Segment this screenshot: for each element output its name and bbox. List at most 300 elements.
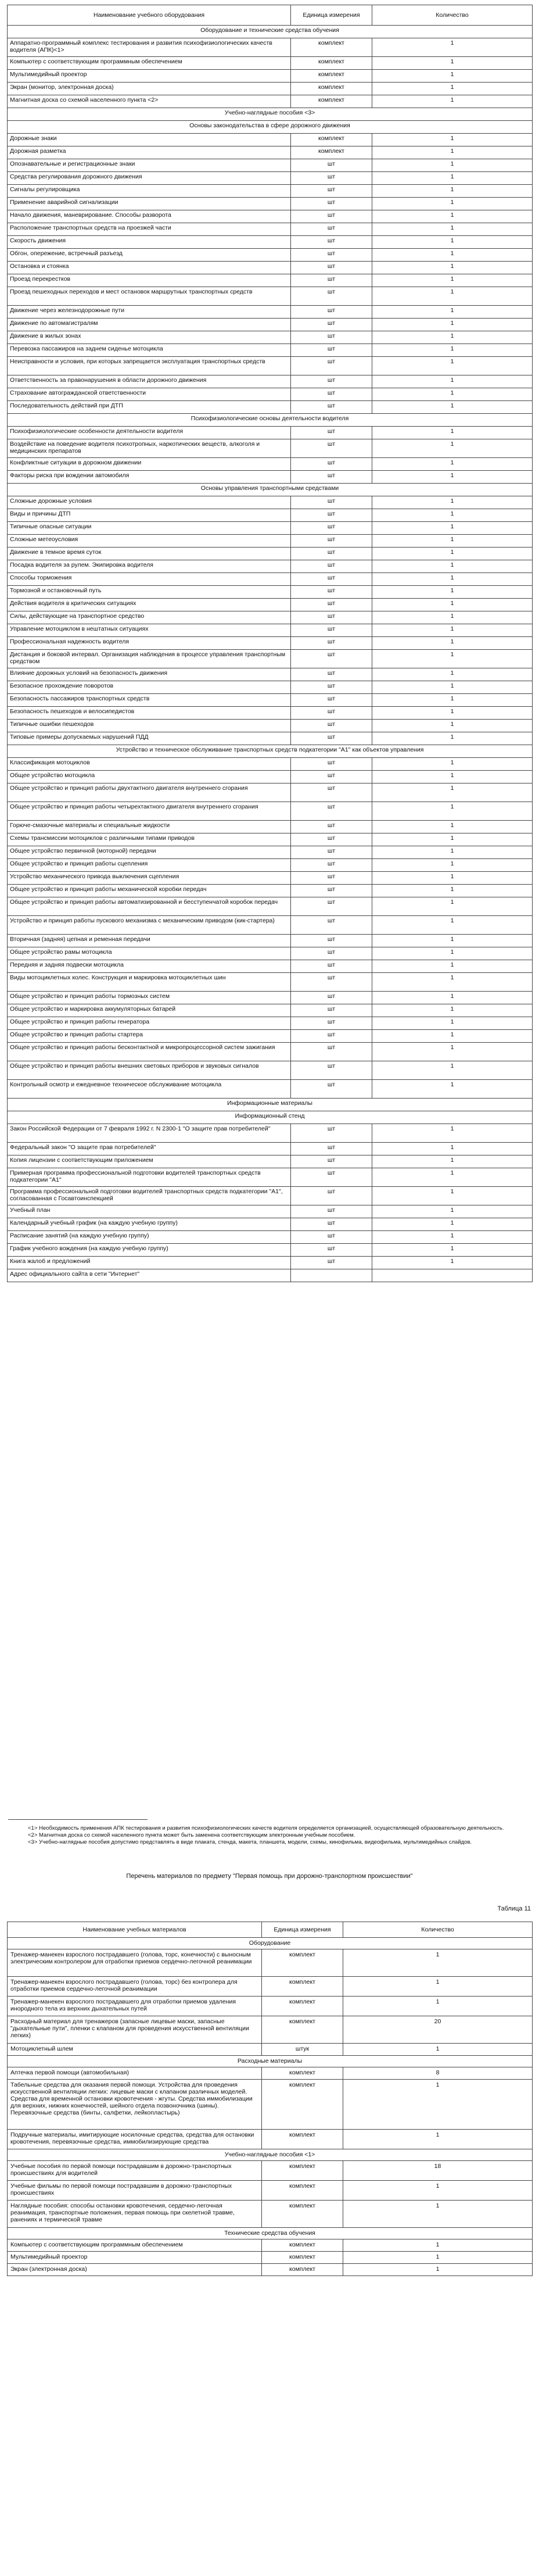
table-row [8,694,533,707]
table-row [8,159,533,172]
cell-unit: шт [291,720,372,732]
cell-name: Мультимедийный проектор [8,2252,262,2264]
cell-name: Обгон, опережение, встречный разъезд [8,249,291,262]
cell-qty: 1 [372,599,533,611]
section-row [8,745,533,758]
cell-unit: шт [291,1043,372,1061]
cell-qty: 1 [372,388,533,401]
table-row [8,70,533,83]
cell-qty: 1 [372,872,533,885]
cell-unit: шт [291,872,372,885]
cell-unit: шт [291,916,372,935]
table-row [8,439,533,458]
cell-qty: 1 [343,2181,533,2201]
cell-unit: шт [291,821,372,833]
section-title: Основы управления транспортными средствами [8,484,533,496]
cell-qty: 1 [372,947,533,960]
table-row [8,249,533,262]
table-row [8,287,533,306]
cell-qty: 1 [372,159,533,172]
cell-unit: шт [291,885,372,897]
table-row [8,2161,533,2181]
cell-unit: шт [291,375,372,388]
cell-name: Виды и причины ДТП [8,509,291,522]
table-row [8,172,533,185]
cell-name: Адрес официального сайта в сети "Интернет" [8,1269,291,1282]
table-row [8,1168,533,1187]
cell-qty: 1 [372,1143,533,1155]
section-row [8,108,533,121]
cell-unit: комплект [262,2130,343,2149]
cell-qty: 1 [343,1949,533,1977]
cell-unit: шт [291,771,372,783]
table-row [8,960,533,973]
cell-unit: шт [291,331,372,344]
cell-unit: шт [291,1231,372,1244]
cell-unit: шт [291,1168,372,1187]
cell-name: Начало движения, маневрирование. Способы разворота [8,210,291,223]
table-row [8,375,533,388]
table-row [8,1017,533,1030]
table-row [8,1997,533,2016]
cell-qty: 1 [372,916,533,935]
cell-unit: штук [262,2044,343,2056]
cell-name: Классификация мотоциклов [8,758,291,771]
table-row [8,2201,533,2228]
cell-name: Экран (монитор, электронная доска) [8,83,291,95]
cell-name: Схемы трансмиссии мотоциклов с различными типами приводов [8,833,291,846]
cell-qty: 1 [372,1187,533,1205]
table-row [8,1949,533,1977]
cell-qty: 1 [372,573,533,586]
cell-qty: 1 [372,624,533,637]
cell-unit: шт [291,535,372,548]
cell-name: Мотоциклетный шлем [8,2044,262,2056]
cell-qty: 1 [372,471,533,484]
table-row [8,2016,533,2044]
cell-qty: 1 [372,1124,533,1143]
section-row [8,1938,533,1949]
table-row [8,2252,533,2264]
cell-unit: шт [291,1030,372,1043]
cell-name: Дистанция и боковой интервал. Организация наблюдения в процессе управления транспортным средством [8,650,291,668]
cell-name: Дорожные знаки [8,134,291,146]
section-title: Информационный стенд [8,1111,533,1124]
cell-unit: шт [291,637,372,650]
cell-qty: 1 [372,401,533,414]
cell-unit: комплект [262,2161,343,2181]
cell-qty: 1 [372,1257,533,1269]
table-row [8,650,533,668]
cell-name: Учебные пособия по первой помощи пострадавшим в дорожно-транспортных происшествиях для водителей [8,2161,262,2181]
table-row [8,185,533,198]
cell-unit: комплект [262,2252,343,2264]
cell-unit: шт [291,586,372,599]
table-row [8,134,533,146]
cell-name: Аптечка первой помощи (автомобильная) [8,2067,262,2080]
cell-qty: 1 [372,707,533,720]
cell-name: Наглядные пособия: способы остановки кровотечения, сердечно-легочная реанимация, транспортные положения, первая помощь при скелетной травме, ранениях и термической травме [8,2201,262,2228]
section-row [8,121,533,134]
cell-unit: шт [291,611,372,624]
cell-unit: комплект [291,70,372,83]
cell-name: Проезд перекрестков [8,274,291,287]
cell-name: Расходный материал для тренажеров (запасные лицевые маски, запасные "дыхательные пути", пленки с клапаном для проведения искусственной вентиляции легких) [8,2016,262,2044]
cell-qty: 1 [343,1997,533,2016]
cell-name: Общее устройство и принцип работы бесконтактной и микропроцессорной систем зажигания [8,1043,291,1061]
cell-name: Движение через железнодорожные пути [8,306,291,319]
cell-unit: комплект [262,2264,343,2276]
cell-unit: шт [291,833,372,846]
header-qty: Количество [372,5,533,26]
table-row [8,198,533,210]
cell-qty: 1 [372,935,533,947]
cell-unit: шт [291,210,372,223]
table-row [8,1244,533,1257]
cell-name: Типичные ошибки пешеходов [8,720,291,732]
table-row [8,146,533,159]
cell-unit: шт [291,935,372,947]
cell-name: Устройство механического привода выключения сцепления [8,872,291,885]
cell-name: Передняя и задняя подвески мотоцикла [8,960,291,973]
footnote-divider [8,1819,148,1820]
cell-qty: 1 [372,439,533,458]
cell-unit: комплект [262,2239,343,2252]
cell-unit: шт [291,357,372,375]
section-row [8,484,533,496]
cell-qty: 1 [372,95,533,108]
cell-unit: шт [291,732,372,745]
cell-qty: 1 [372,668,533,681]
cell-name: Тренажер-манекен взрослого пострадавшего (голова, торс) без контролера для отработки приемов сердечно-легочной реанимации [8,1977,262,1997]
cell-qty: 1 [372,783,533,802]
table-row [8,223,533,236]
section-title: Расходные материалы [8,2056,533,2067]
table-row [8,720,533,732]
cell-name: Скорость движения [8,236,291,249]
table-row [8,573,533,586]
table-row [8,83,533,95]
cell-name: Последовательность действий при ДТП [8,401,291,414]
table-row [8,821,533,833]
table-row [8,1187,533,1205]
cell-name: Компьютер с соответствующим программным обеспечением [8,57,291,70]
cell-qty: 1 [343,2080,533,2130]
cell-unit: шт [291,573,372,586]
table-row [8,471,533,484]
cell-name: Расположение транспортных средств на проезжей части [8,223,291,236]
cell-qty: 1 [372,1231,533,1244]
cell-qty: 1 [372,496,533,509]
cell-unit: комплект [291,57,372,70]
cell-unit: шт [291,1017,372,1030]
equipment-table [7,5,533,1282]
cell-name: Общее устройство мотоцикла [8,771,291,783]
table-row [8,1080,533,1099]
table-row [8,1269,533,1282]
cell-unit: шт [291,947,372,960]
table-row [8,388,533,401]
cell-qty: 1 [372,70,533,83]
cell-unit: шт [291,624,372,637]
table-row [8,916,533,935]
cell-name: Общее устройство рамы мотоцикла [8,947,291,960]
section-title: Информационные материалы [8,1099,533,1111]
cell-qty: 1 [372,1004,533,1017]
cell-name: Типичные опасные ситуации [8,522,291,535]
table-row [8,783,533,802]
table-row [8,95,533,108]
cell-name: Закон Российской Федерации от 7 февраля 1992 г. N 2300-1 "О защите прав потребителей" [8,1124,291,1143]
cell-qty: 1 [372,274,533,287]
cell-qty: 1 [372,458,533,471]
cell-qty: 1 [372,331,533,344]
cell-qty: 1 [372,236,533,249]
cell-name: Движение в жилых зонах [8,331,291,344]
cell-qty: 8 [343,2067,533,2080]
cell-unit: шт [291,802,372,821]
cell-qty: 1 [372,548,533,560]
cell-unit: шт [291,897,372,916]
section-title: Устройство и техническое обслуживание транспортных средств подкатегории "A1" как объектов управления [8,745,533,758]
cell-name: Безопасность пассажиров транспортных средств [8,694,291,707]
first-aid-table [7,1922,533,2276]
table-row [8,1155,533,1168]
section-row [8,1111,533,1124]
cell-name: Учебные фильмы по первой помощи пострадавшим в дорожно-транспортных происшествиях [8,2181,262,2201]
cell-unit: шт [291,668,372,681]
cell-qty: 1 [343,2252,533,2264]
cell-unit: шт [291,960,372,973]
section-row [8,414,533,427]
cell-name: Общее устройство и принцип работы стартера [8,1030,291,1043]
footnote-1: <1> Необходимость применения АПК тестирования и развития психофизиологических качеств водителя определяется организацией, осуществляющей образовательную деятельность. [28,1825,504,1831]
cell-unit: шт [291,681,372,694]
cell-unit: шт [291,274,372,287]
cell-unit: шт [291,344,372,357]
cell-unit: комплект [262,2067,343,2080]
section-row [8,2149,533,2161]
cell-unit: шт [291,401,372,414]
cell-name: Неисправности и условия, при которых запрещается эксплуатация транспортных средств [8,357,291,375]
cell-qty: 1 [372,846,533,859]
section-title: Технические средства обучения [8,2228,533,2239]
cell-unit: шт [291,1257,372,1269]
cell-unit: шт [291,992,372,1004]
cell-name: Общее устройство и принцип работы автоматизированной и бесступенчатой коробок передач [8,897,291,916]
table-row [8,2239,533,2252]
table-row [8,624,533,637]
section-row [8,2228,533,2239]
table-row [8,2067,533,2080]
cell-name: Опознавательные и регистрационные знаки [8,159,291,172]
cell-qty: 1 [372,287,533,306]
cell-unit: шт [291,287,372,306]
table-row [8,833,533,846]
cell-name: Учебный план [8,1205,291,1218]
cell-unit: шт [291,650,372,668]
cell-qty: 1 [372,586,533,599]
cell-qty: 1 [372,249,533,262]
table-row [8,522,533,535]
cell-qty: 1 [372,771,533,783]
cell-name: Тормозной и остановочный путь [8,586,291,599]
table-row [8,885,533,897]
cell-qty: 1 [372,344,533,357]
cell-qty: 1 [343,1977,533,1997]
cell-qty: 1 [372,319,533,331]
cell-unit: шт [291,427,372,439]
cell-name: Ответственность за правонарушения в области дорожного движения [8,375,291,388]
cell-qty: 1 [372,210,533,223]
cell-qty: 1 [372,1061,533,1080]
cell-name: Программа профессиональной подготовки водителей транспортных средств подкатегории "A1", согласованная с Госавтоинспекцией [8,1187,291,1205]
cell-qty: 1 [372,357,533,375]
table-row [8,611,533,624]
cell-name: Факторы риска при вождении автомобиля [8,471,291,484]
cell-name: Устройство и принцип работы пускового механизма с механическим приводом (кик-стартера) [8,916,291,935]
table-row [8,2181,533,2201]
table-row [8,306,533,319]
cell-qty: 1 [343,2264,533,2276]
cell-name: Общее устройство и маркировка аккумуляторных батарей [8,1004,291,1017]
cell-name: Вторичная (задняя) цепная и ременная передачи [8,935,291,947]
table-row [8,560,533,573]
table-row [8,262,533,274]
cell-qty: 1 [372,198,533,210]
cell-name: Общее устройство и принцип работы четырехтактного двигателя внутреннего сгорания [8,802,291,821]
cell-unit: шт [291,496,372,509]
cell-unit: шт [291,439,372,458]
cell-name: Безопасность пешеходов и велосипедистов [8,707,291,720]
cell-qty: 1 [372,509,533,522]
cell-qty: 1 [372,146,533,159]
table-row [8,599,533,611]
cell-name: Общее устройство и принцип работы внешних световых приборов и звуковых сигналов [8,1061,291,1080]
cell-name: Магнитная доска со схемой населенного пункта <2> [8,95,291,108]
table-row [8,2080,533,2130]
cell-unit: шт [291,1080,372,1099]
table-row [8,1205,533,1218]
cell-unit: шт [291,388,372,401]
section-title: Оборудование и технические средства обучения [8,26,533,38]
table-row [8,802,533,821]
cell-name: Применение аварийной сигнализации [8,198,291,210]
table-row [8,872,533,885]
table-row [8,38,533,57]
table-row [8,319,533,331]
cell-name: Посадка водителя за рулем. Экипировка водителя [8,560,291,573]
table-row [8,357,533,375]
table-row [8,758,533,771]
cell-qty: 1 [372,1244,533,1257]
cell-unit: комплект [291,95,372,108]
cell-name: Движение в темное время суток [8,548,291,560]
cell-name: График учебного вождения (на каждую учебную группу) [8,1244,291,1257]
cell-unit: шт [291,1004,372,1017]
footnote-3: <3> Учебно-наглядные пособия допустимо представлять в виде плаката, стенда, макета, планшета, модели, схемы, кинофильма, видеофильма, мультимедийных слайдов. [28,1839,472,1845]
cell-qty: 1 [372,134,533,146]
table-number: Таблица 11 [497,1905,531,1912]
cell-unit: шт [291,973,372,992]
cell-qty: 1 [372,223,533,236]
table-row [8,401,533,414]
table-row [8,236,533,249]
header-unit: Единица измерения [291,5,372,26]
cell-name: Мультимедийный проектор [8,70,291,83]
cell-name: Профессиональная надежность водителя [8,637,291,650]
cell-name: Общее устройство и принцип работы тормозных систем [8,992,291,1004]
cell-qty: 1 [343,2201,533,2228]
cell-qty: 1 [372,732,533,745]
cell-unit: шт [291,509,372,522]
cell-qty: 1 [372,1017,533,1030]
cell-name: Способы торможения [8,573,291,586]
table-row [8,496,533,509]
cell-name: Федеральный закон "О защите прав потребителей" [8,1143,291,1155]
table-row [8,1061,533,1080]
table-header-row [8,5,533,26]
cell-unit: комплект [291,83,372,95]
cell-qty: 1 [372,1218,533,1231]
cell-name: Общее устройство и принцип работы механической коробки передач [8,885,291,897]
cell-name: Подручные материалы, имитирующие носилочные средства, средства для остановки кровотечения, перевязочные средства, иммобилизирующие средства [8,2130,262,2149]
cell-name: Средства регулирования дорожного движения [8,172,291,185]
cell-unit: комплект [262,2201,343,2228]
cell-unit: комплект [262,1997,343,2016]
table-row [8,548,533,560]
cell-unit: шт [291,1124,372,1143]
cell-name: Страхование автогражданской ответственности [8,388,291,401]
cell-qty: 1 [372,1030,533,1043]
table-row [8,1043,533,1061]
table-row [8,947,533,960]
table-row [8,1231,533,1244]
cell-name: Компьютер с соответствующим программным обеспечением [8,2239,262,2252]
cell-name: Аппаратно-программный комплекс тестирования и развития психофизиологических качеств водителя (АПК)<1> [8,38,291,57]
table-row [8,1124,533,1143]
cell-name: Перевозка пассажиров на заднем сиденье мотоцикла [8,344,291,357]
cell-unit: шт [291,306,372,319]
cell-qty: 1 [372,611,533,624]
cell-qty: 1 [372,833,533,846]
header-name: Наименование учебного оборудования [8,5,291,26]
cell-name: Контрольный осмотр и ежедневное техническое обслуживание мотоцикла [8,1080,291,1099]
cell-name: Конфликтные ситуации в дорожном движении [8,458,291,471]
cell-name: Тренажер-манекен взрослого пострадавшего для отработки приемов удаления инородного тела из верхних дыхательных путей [8,1997,262,2016]
cell-name: Общее устройство и принцип работы генератора [8,1017,291,1030]
cell-qty: 1 [372,694,533,707]
cell-name: Примерная программа профессиональной подготовки водителей транспортных средств подкатегории "A1" [8,1168,291,1187]
table-row [8,668,533,681]
cell-qty: 1 [372,681,533,694]
header-qty: Количество [343,1922,533,1938]
cell-unit: комплект [262,2181,343,2201]
cell-unit: шт [291,846,372,859]
cell-name: Проезд пешеходных переходов и мест остановок маршрутных транспортных средств [8,287,291,306]
cell-unit: шт [291,1218,372,1231]
cell-qty: 1 [372,992,533,1004]
section-title: Оборудование [8,1938,533,1949]
cell-qty: 1 [372,522,533,535]
cell-name: Горюче-смазочные материалы и специальные жидкости [8,821,291,833]
table-row [8,2044,533,2056]
cell-qty: 1 [372,38,533,57]
cell-unit: шт [291,172,372,185]
cell-unit: шт [291,1205,372,1218]
cell-qty: 1 [372,1155,533,1168]
cell-qty: 1 [372,859,533,872]
